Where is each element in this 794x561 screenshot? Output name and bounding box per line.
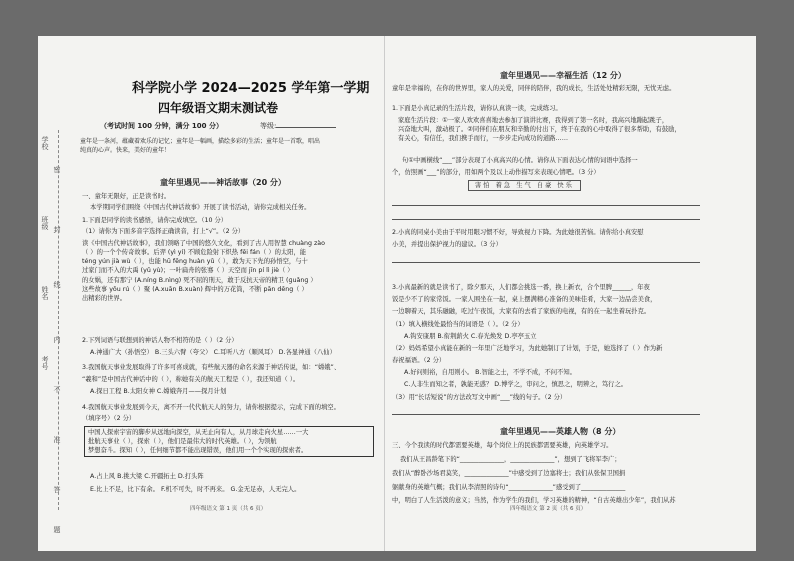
r-q4c: 我们从“醉卧沙场君莫笑，______________”中感受到了边塞将士；我们从张保卫国捐 [392,470,626,477]
r-q4e: 中，明白了人生活泼的意义；当然，作为学生的我们，学习英雄的精神，“自古英雄出少年”，我们从苏 [392,497,676,504]
binding-class: 班级 [41,216,49,230]
answer-line-3[interactable] [392,262,700,263]
page-divider [384,36,385,551]
space-passage-box: 中国人探索宇宙的脚步从远地向深空，从无止向有人，从月球走向火星……一大 批航天事业（ ），探索（ ），他们是最伟大的时代英雄。（ ），为领航 梦想奋斗。探知（ ），任何细节都不能出现错误，他们用一个个实现的探索者。 [84,426,374,457]
q4: 4.我国航天事业发展到今天，离不开一代代航天人的努力，请你根据提示，完成下面的填空。 [82,404,340,411]
exam-subtitle: 四年级语文期末测试卷 [158,101,279,115]
exam-title: 科学院小学 2024—2025 学年第一学期 [132,81,370,96]
r-q3d: （1）填入横线处最恰当的词语是（ ）。（2 分） [392,321,524,328]
r-q2b: 小美，并提出保护视力的建议。（3 分） [392,241,502,248]
left-footer: 四年级语文 第 1 页（共 6 页） [190,506,267,512]
answer-line-2[interactable] [392,219,700,220]
binding-strip [38,36,68,551]
r-q4: 三、今个我读的时代都需要英雄，每个岗位上的民族都需要英雄，向英雄学习。 [392,442,613,449]
section1-title: 童年里遇见——神话故事（20 分） [160,178,286,187]
right-footer: 四年级语文 第 2 页（共 6 页） [510,506,587,512]
section1-intro: 一、童年无限好，正是读书时。 [82,193,171,200]
q3: 3.我国航天事业发展取得了许多可喜成就，有些航天器的命名来源于神话传说，如：“嫦娥”、 [82,364,341,371]
binding-dashed-line [58,130,59,510]
q2-options: A.神通广大（孙悟空） B.三头六臂（夸父） C.耳听八方（顺风耳） D.各显神通（八仙） [90,349,336,356]
q4b: （填序号）（2 分） [82,415,136,422]
r-q2: 2.小真的同桌小美由于平时用眼习惯不好，导致视力下降。为此她很苦恼。请你给小真安慰 [392,229,644,236]
grade-label: 等级: [260,121,336,131]
r-q4b: 我们从王昌龄笔下的“______________，______________”，想到了飞将军李广； [400,456,621,463]
q4-options2: E.比上不足，比下有余。 F.机不可失，时不再来。 G.金无足赤，人无完人。 [90,486,301,493]
emotion-word-box: 害怕 着急 生气 自豪 快乐 [468,180,581,191]
q2: 2.下列词语与联想到的神话人物不相符的是（ ）（2 分） [82,337,238,344]
r-q3-options: A.钩安康朋 B.衔荆薪火 C.春光焕发 D.亭亭玉立 [404,333,537,340]
r-q3: 3.小真最新的就是读书了，除夕那天，人们都会挑选一番，换上新衣，合个里脾______，年夜 [392,284,650,291]
binding-da: 答 [53,486,61,493]
binding-ti: 题 [53,526,61,533]
r-q1: 1.下面是小真记录的生活片段，请你认真读一读，完成练习。 [392,105,562,112]
answer-line-4[interactable] [392,414,700,415]
binding-nei: 内 [53,336,61,343]
q1-title: 1.下面是同学的读书感悟，请你完成填空。（10 分） [82,217,228,224]
r-q3-options3: C.人非生而知之者，孰能无惑？ D.博学之，审问之，慎思之，明辨之，笃行之。 [404,381,628,388]
binding-number: 考号 [41,356,49,370]
r-q3-options2: A.好问则裕，自用则小。 B.智能之士，不学不成，不问不知。 [404,369,576,376]
section2-title: 童年里遇见——幸福生活（12 分） [500,71,626,80]
r-q1b: 个，仿照画“___”的部分，用如两个及以上动作描写来表现心情吧。（3 分） [392,169,600,176]
binding-school: 学校 [41,136,49,150]
binding-zhun: 准 [53,436,61,443]
answer-line-1[interactable] [392,205,700,206]
r-q3f: 春祝福语。（2 分） [392,357,446,364]
r-q4d: 躯献身的英雄气概；我们从李清照的诗句“______________”感受到了______________ [392,484,626,491]
r-q1a: 句①中画横线“___”部分表现了小真高兴的心情。请你从下面表达心情的词语中选择一 [402,157,638,164]
section2-intro: 童年是幸福的，在你的世界里，家人的关爱，同伴的陪伴，我的成长，生活处处精彩无限，无忧无虑。 [392,85,676,92]
section3-title: 童年里遇见——英雄人物（8 分） [500,427,621,436]
r-passage: 家庭生活片段：①一家人欢欢喜喜地去参加了演讲比赛，我得到了第一名时，我高兴地蹦起跳子， 兴奋地大叫，激动极了。②同伴们在朋友和辛勤的付出下，终于在我的心中取得了很多帮助，有鼓励， 有关心，有信任，我们携手而行，一步步走向成功的道路…… [398,117,681,143]
r-q3b: 饭是少不了的家常饭。一家人围坐在一起，桌上摆满精心准备的美味佳肴，大家一边品尝美食， [392,296,657,303]
q4-options: A.占上风 B.挑大梁 C.开疆拓土 D.打头阵 [90,473,204,480]
q1a: （1）请你为下面多音字选择正确读音，打上“√”。（2 分） [82,228,245,235]
exam-info: （考试时间 100 分钟，满分 100 分） [100,122,223,130]
r-q3e: （2）妈妈希望小真能在新的一年里广泛地学习，为此她制订了计划，于是，她选择了（ ）作为新 [392,345,663,352]
reading-passage: 读《中国古代神话故事》，我们领略了中国的悠久文化，看到了古人用智慧 chuàng zào （ ）的一个个传奇故事。后羿 (yì yí) 不顾危险射下炽热 fēi fán（ ）的太阳，能 téng yún jià wù（ ），也能 hū fēng huàn yǔ（ ），敢为天下先的孙悟空，与十 过家门而不入的大禹 (yǔ yù)；一叶扁舟的张骞（ ）天空而 jīn pí lì jiè（ ） 的女娲，还有那宁 (A.níng B.nìng) 死不屈的刑天，敢于反抗天帝的精卫 (ɡuǎnɡ ） 这些故事 yōu rú（ ）聚 (A.xuān B.xuàn) 辉中的万花筒，不断 pān dēng（ ） 出精彩的世界。 [82,240,325,302]
q3-options: A.探日工程 B.太阳女神 C.嫦娥奔月——探月计划 [90,388,227,395]
section1-intro2: 本学期同学们围绕《中国古代神话故事》开展了读书活动，请你完成相关任务。 [90,204,311,211]
binding-bu: 不 [53,386,61,393]
intro-text: 童年是一条河，蕴藏着欢乐的记忆；童年是一幅画，描绘多彩的生活；童年是一首歌，唱出纯真的心声。快来，美好的童年！ [80,138,321,154]
binding-xian: 线 [53,281,61,288]
binding-feng: 封 [53,226,61,233]
r-q3g: （3）用“长话短说”的方法改写文中画“___”线的句子。（2 分） [392,394,567,401]
binding-name: 姓名 [41,286,49,300]
q3b: “羲和”是中国古代神话中的（ ），称她有关的航天工程是（ ），我还知道（ ）。 [82,376,300,383]
r-q3c: 一边聊着天，其乐融融，吃过午夜饭，大家有的去看了家族的电视，有的在一起坐着玩扑克。 [392,308,651,315]
binding-mi: 密 [53,166,61,173]
